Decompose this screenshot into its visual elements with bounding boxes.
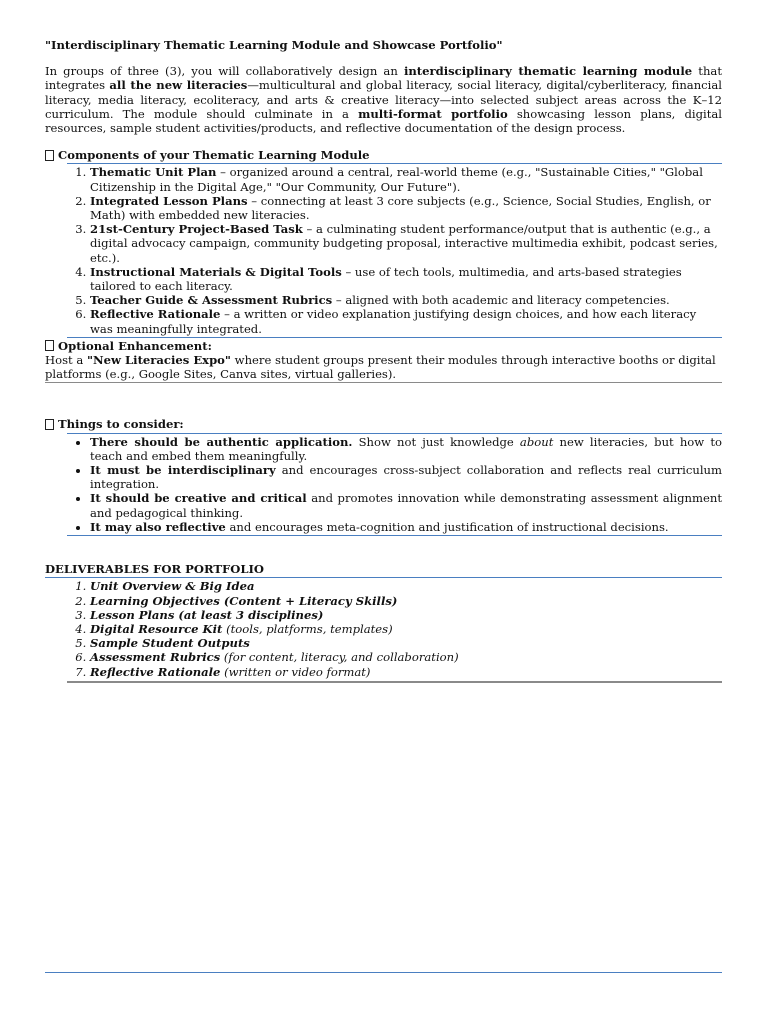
list-item — [90, 622, 722, 636]
item-bold: Reflective Rationale — [90, 307, 221, 322]
item-bold: Lesson Plans (at least 3 disciplines) — [90, 607, 324, 622]
intro-text: showcasing lesson plans, digital resources, sample student activities/products, and reflective documentation of the design process. — [45, 106, 722, 136]
item-text: and encourages cross-subject collaboration and reflects real curriculum integration. — [90, 463, 722, 492]
footer-divider — [45, 972, 722, 973]
section-divider — [67, 433, 722, 434]
enhancement-heading — [45, 339, 722, 353]
item-bold: Thematic Unit Plan — [90, 165, 217, 180]
item-bold: It must be interdisciplinary — [90, 463, 276, 478]
item-text: – a culminating student performance/output that is authentic (e.g., a digital advocacy campaign, community budgeting proposal, interactive multimedia exhibit, podcast series, etc.). — [90, 222, 718, 265]
list-item — [90, 579, 722, 593]
list-item — [90, 265, 722, 293]
consider-heading-text: Things to consider: — [58, 417, 184, 432]
intro-text: that integrates — [45, 64, 722, 93]
missing-glyph-icon — [45, 419, 54, 430]
item-bold: Assessment Rubrics — [90, 650, 221, 665]
list-item — [90, 463, 722, 491]
enhancement-bold: "New Literacies Expo" — [86, 353, 231, 368]
enhancement-text: Host a — [45, 353, 87, 368]
deliverables-list — [45, 579, 722, 678]
missing-glyph-icon — [45, 150, 54, 161]
intro-bold: multi-format portfolio — [358, 106, 508, 121]
item-italic: about — [519, 434, 554, 449]
list-item — [90, 293, 722, 307]
enhancement-text: where student groups present their modules through interactive booths or digital platforms (e.g., Google Sites, Canva sites, virtual galleries). — [45, 353, 716, 382]
section-divider — [45, 577, 722, 578]
item-bold: Teacher Guide & Assessment Rubrics — [90, 293, 333, 308]
list-item — [90, 222, 722, 265]
components-heading — [45, 148, 722, 162]
intro-bold: interdisciplinary thematic learning module — [403, 64, 693, 79]
components-list — [45, 165, 722, 335]
item-text: new literacies, but how to teach and embed them meaningfully. — [90, 434, 722, 463]
item-text: (for content, literacy, and collaboration) — [220, 650, 459, 665]
missing-glyph-icon — [45, 340, 54, 351]
item-text: – a written or video explanation justifying design choices, and how each literacy was meaningfully integrated. — [90, 307, 697, 336]
list-item — [90, 165, 722, 193]
list-item — [90, 435, 722, 463]
list-item — [90, 650, 722, 664]
item-bold: It should be creative and critical — [90, 491, 307, 506]
item-text: – use of tech tools, multimedia, and arts-based strategies tailored to each literacy. — [90, 264, 682, 294]
item-bold: 21st-Century Project-Based Task — [90, 222, 303, 237]
section-divider — [45, 382, 722, 383]
list-item — [90, 608, 722, 622]
enhancement-heading-text: Optional Enhancement: — [58, 338, 212, 353]
item-bold: Integrated Lesson Plans — [90, 193, 248, 208]
item-bold: It may also reflective — [90, 519, 226, 534]
list-item — [90, 491, 722, 519]
item-bold: Instructional Materials & Digital Tools — [90, 264, 342, 279]
item-text: (written or video format) — [220, 664, 371, 679]
item-bold: Digital Resource Kit — [90, 621, 223, 636]
deliverables-heading: DELIVERABLES FOR PORTFOLIO — [45, 562, 265, 577]
item-text: – aligned with both academic and literacy competencies. — [332, 293, 670, 308]
document-title: "Interdisciplinary Thematic Learning Module and Showcase Portfolio" — [45, 38, 503, 52]
item-bold: Sample Student Outputs — [90, 636, 250, 651]
list-item — [90, 307, 722, 335]
list-item — [90, 636, 722, 650]
list-item — [90, 594, 722, 608]
enhancement-paragraph — [45, 353, 722, 381]
section-divider — [67, 163, 722, 164]
document-page — [45, 38, 722, 683]
consider-list — [45, 435, 722, 534]
intro-text: In groups of three (3), you will collaboratively design an — [45, 64, 404, 79]
list-item — [90, 194, 722, 222]
item-text: and promotes innovation while demonstrating assessment alignment and pedagogical thinking. — [90, 491, 723, 520]
item-text: – organized around a central, real-world theme (e.g., "Sustainable Cities," "Global Citizenship in the Digital Age," "Our Community, Our Future"). — [90, 165, 703, 194]
intro-paragraph — [45, 64, 722, 135]
consider-heading — [45, 417, 722, 431]
item-bold: Unit Overview & Big Idea — [90, 579, 255, 594]
section-divider — [67, 681, 722, 683]
item-text: – connecting at least 3 core subjects (e.g., Science, Social Studies, English, or Math) with embedded new literacies. — [90, 193, 711, 223]
intro-bold: all the new literacies — [109, 78, 248, 93]
intro-text: —multicultural and global literacy, social literacy, digital/cyberliteracy, financial literacy, media literacy, ecoliteracy, and arts & creative literacy—into selected subject areas across the K–12 curriculum. The module should culminate in a — [45, 78, 723, 121]
item-text: and encourages meta-cognition and justification of instructional decisions. — [225, 519, 669, 534]
item-text: Show not just knowledge — [352, 434, 520, 449]
components-heading-text: Components of your Thematic Learning Module — [58, 148, 370, 163]
list-item — [90, 520, 722, 534]
section-divider — [67, 535, 722, 536]
section-divider — [67, 337, 722, 338]
item-bold: Learning Objectives (Content + Literacy Skills) — [90, 593, 398, 608]
item-text: (tools, platforms, templates) — [222, 621, 393, 636]
item-bold: There should be authentic application. — [90, 434, 353, 449]
list-item — [90, 665, 722, 679]
item-bold: Reflective Rationale — [90, 664, 221, 679]
